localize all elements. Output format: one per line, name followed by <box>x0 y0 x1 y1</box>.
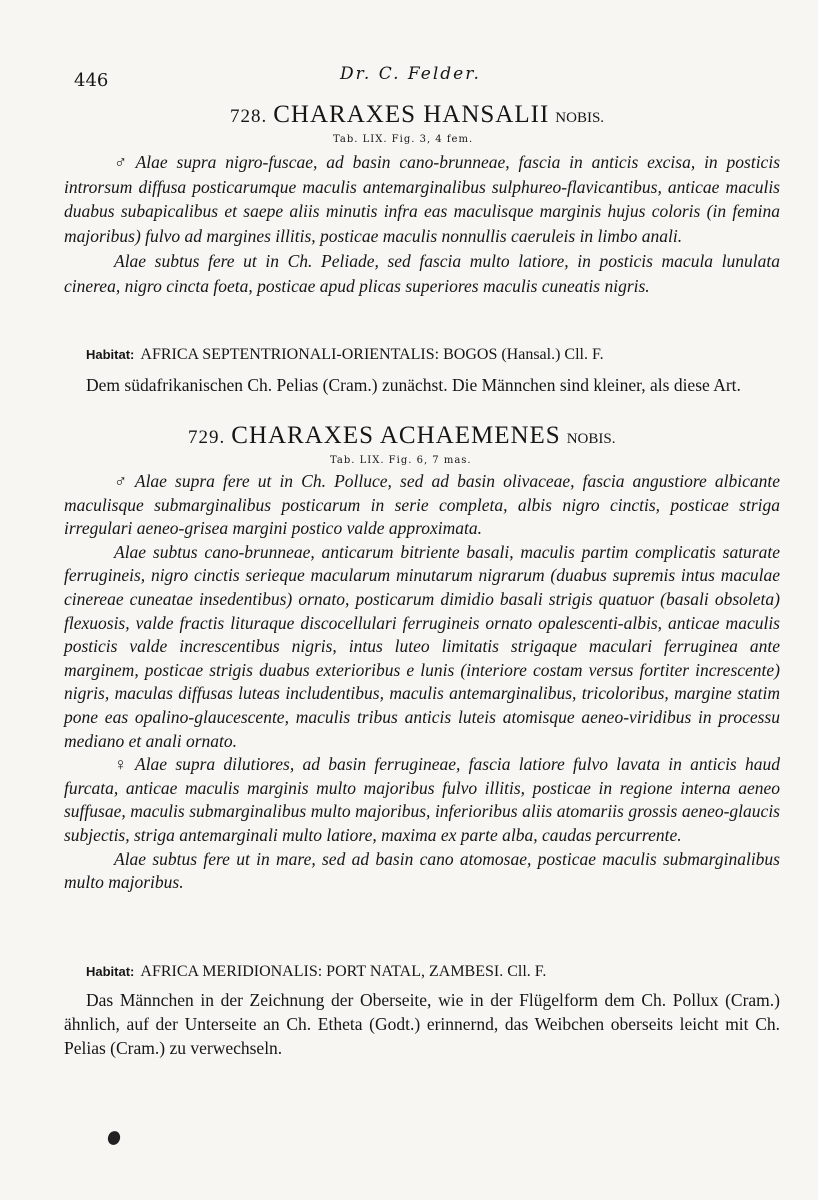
habitat-label: Habitat: <box>86 347 135 362</box>
species-729-para1-text: Alae supra fere ut in Ch. Polluce, sed ad basin olivaceae, fascia angustiore albicante maculisque submarginalibus posticarum in serie completa, albis nigro cinctis, posticae striga irregulari aeneo-grisea margini postico valde approximata. <box>64 471 781 539</box>
species-728-underside: Alae subtus fere ut in Ch. Peliade, sed fascia multo latiore, in posticis macula lunulata cinerea, nigro cincta foeta, posticae apud plicas superiores maculis cuneatis nigris. <box>64 250 780 296</box>
species-729-habitat-text: AFRICA MERIDIONALIS: PORT NATAL, ZAMBESI. Cll. F. <box>140 963 547 980</box>
species-728-description <box>64 150 780 298</box>
species-728-habitat-text: AFRICA SEPTENTRIONALI-ORIENTALIS: BOGOS (Hansal.) Cll. F. <box>140 346 604 363</box>
species-729-plate-ref: Tab. LIX. Fig. 6, 7 mas. <box>330 455 472 466</box>
male-symbol-icon: ♂ <box>114 152 132 172</box>
species-728-name: CHARAXES HANSALII <box>273 101 550 128</box>
species-729-title <box>188 422 615 450</box>
species-728-habitat <box>86 346 604 364</box>
species-729-nobis: NOBIS. <box>566 431 616 447</box>
page-number: 446 <box>74 70 109 91</box>
species-728-male-upperside <box>64 150 780 249</box>
species-729-german-note: Das Männchen in der Zeichnung der Oberseite, wie in der Flügelform dem Ch. Pollux (Cram.) ähnlich, auf der Unterseite an Ch. Etheta (Godt.) erinnernd, das Weibchen oberseits leicht mit Ch. Pelias (Cram.) zu verwechseln. <box>64 990 780 1058</box>
species-728-number: 728. <box>230 106 268 127</box>
species-728-para1-text: Alae supra nigro-fuscae, ad basin cano-brunneae, fascia in anticis excisa, in posticis introrsum diffusa posticarumque maculis antemarginalibus sulphureo-flavicantibus, anticae maculis duabus subapicalibus et saepe aliis minutis infra eas maculisque marginis hujus coloris (in femina majoribus) fulvo ad margines illitis, posticae maculis nonnullis caeruleis in limbo anali. <box>64 152 780 247</box>
running-head: Dr. C. Felder. <box>340 64 481 84</box>
species-729-female-underside: Alae subtus fere ut in mare, sed ad basin cano atomosae, posticae maculis submarginalibus multo majoribus. <box>64 848 780 893</box>
species-729-male-upperside <box>64 470 780 541</box>
species-728-german-note: Dem südafrikanischen Ch. Pelias (Cram.) zunächst. Die Männchen sind kleiner, als diese Art. <box>86 375 741 395</box>
species-729-male-underside: Alae subtus cano-brunneae, anticarum bitriente basali, maculis partim complicatis saturate ferrugineis, nigro cinctis serieque macularum minutarum nigrarum (duabus supremis intus maculae cinereae cuneatae insedentibus) ornato, posticarum dimidio basali strigis quatuor (basali obsoleta) flexuosis, valde fractis lituraque discocellulari ferrugineis ornato opalescenti-albis, anticae maculis posticis valde increscentibus nigris, intus luteo limitatis strigaque maculari ferruginea ante marginem, posticae strigis duabus exterioribus e lunis (interiore costam versus fortiter increscente) nigris, maculas diffusas luteas includentibus, maculis antemarginalibus, tricoloribus, margine statim pone eas opalino-glaucescente, maculis tribus anticis luteis atomisque aeneo-viridibus in processu mediano et anali ornato. <box>64 541 780 751</box>
species-728-nobis: NOBIS. <box>555 110 605 126</box>
species-729-number: 729. <box>188 427 226 448</box>
habitat-label: Habitat: <box>86 964 135 979</box>
species-728-plate-ref: Tab. LIX. Fig. 3, 4 fem. <box>333 134 474 145</box>
species-729-description <box>64 470 780 895</box>
male-symbol-icon: ♂ <box>114 471 131 491</box>
species-729-name: CHARAXES ACHAEMENES <box>231 422 561 449</box>
female-symbol-icon: ♀ <box>114 754 131 775</box>
ink-blot <box>106 1129 122 1146</box>
species-728-title <box>230 101 604 129</box>
species-729-para3-text: Alae supra dilutiores, ad basin ferrugineae, fascia latiore fulvo lavata in anticis haud furcata, anticae maculis marginis multo majoribus fulvo illitis, posticae in regione interna aeneo suffusae, maculis submarginalibus multo majoribus, inferioribus aliis atomariis grossis aeneo-glaucis subjectis, striga antemarginali multo latiore, maxima ex parte alba, caudas percurrente. <box>64 754 780 845</box>
species-729-habitat <box>86 963 546 981</box>
species-729-female-upperside <box>64 753 780 847</box>
